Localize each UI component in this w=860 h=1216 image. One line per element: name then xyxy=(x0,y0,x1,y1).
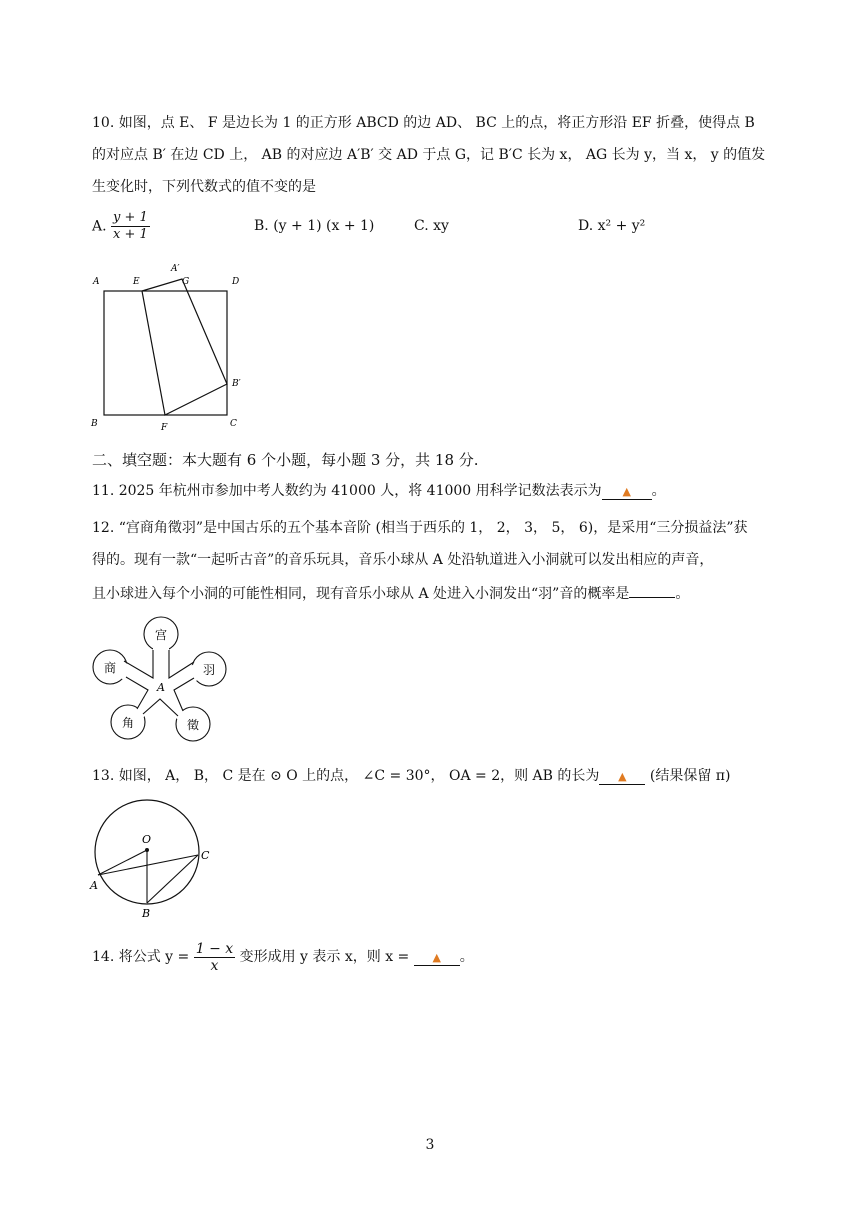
square-abcd xyxy=(104,291,227,415)
label-g: G xyxy=(182,277,190,287)
q12-figure xyxy=(88,615,248,750)
label-yu: 羽 xyxy=(202,663,216,677)
q14-fraction-denominator: x xyxy=(210,957,219,974)
q11-line xyxy=(92,481,666,501)
q12-line1: 12. “宫商角徵羽”是中国古乐的五个基本音阶 (相当于西乐的 1， 2， 3， 5， 6)，是采用“三分损益法”获 xyxy=(92,520,748,536)
label-b-prime: B′ xyxy=(232,379,241,389)
q10-figure xyxy=(85,258,255,438)
q12-answer-blank xyxy=(629,581,675,598)
label-b: B xyxy=(142,907,151,920)
q14-fraction xyxy=(194,941,235,974)
label-a: A xyxy=(93,277,100,287)
label-e: E xyxy=(133,277,140,287)
point-o xyxy=(145,848,149,852)
q11-text: 11. 2025 年杭州市参加中考人数约为 41000 人，将 41000 用科学记数法表示为 xyxy=(92,483,602,499)
label-gong: 宫 xyxy=(154,628,168,642)
section2-heading: 二、填空题：本大题有 6 个小题，每小题 3 分，共 18 分. xyxy=(92,451,479,469)
q12-line3 xyxy=(92,581,689,604)
q10-option-b: B. (y + 1) (x + 1) xyxy=(254,218,375,234)
fold-quadrilateral xyxy=(142,279,227,415)
q10-line2: 的对应点 B′ 在边 CD 上， AB 的对应边 A′B′ 交 AD 于点 G，记 B′C 长为 x， AG 长为 y，当 x， y 的值发 xyxy=(92,147,766,163)
label-a: A xyxy=(90,879,98,892)
q10-option-a xyxy=(92,210,150,243)
label-c: C xyxy=(230,419,237,429)
label-d: D xyxy=(232,277,240,287)
q10-line1: 10. 如图，点 E、 F 是边长为 1 的正方形 ABCD 的边 AD、 BC 上的点，将正方形沿 EF 折叠，使得点 B xyxy=(92,115,755,131)
label-f: F xyxy=(161,423,168,433)
q14-answer-blank xyxy=(414,949,460,966)
q14-end: 。 xyxy=(459,949,474,965)
option-a-numerator: y + 1 xyxy=(113,210,148,225)
q11-answer-blank xyxy=(602,483,652,500)
q14-blank-mark: ▲ xyxy=(432,951,441,964)
q11-end: 。 xyxy=(651,483,666,499)
label-c: C xyxy=(201,849,210,862)
q14-text: 14. 将公式 y = xyxy=(92,949,190,965)
label-center-a: A xyxy=(157,681,165,694)
q12-line3-text: 且小球进入每个小洞的可能性相同，现有音乐小球从 A 处进入小洞发出“羽”音的概率是 xyxy=(92,586,630,602)
q10-option-d: D. x² + y² xyxy=(578,218,646,234)
segment-ac xyxy=(98,855,198,875)
q13-line xyxy=(92,766,730,786)
option-a-denominator: x + 1 xyxy=(113,227,148,242)
segment-oa xyxy=(98,850,147,875)
q13-text: 13. 如图， A， B， C 是在 ⊙ O 上的点， ∠C = 30°， OA = 2，则 AB 的长为 xyxy=(92,768,600,784)
label-jue: 角 xyxy=(121,716,135,730)
q11-blank-mark: ▲ xyxy=(622,485,631,498)
option-a-fraction xyxy=(111,210,150,243)
label-shang: 商 xyxy=(103,661,117,675)
q10-option-c: C. xy xyxy=(414,218,449,234)
q10-line3: 生变化时，下列代数式的值不变的是 xyxy=(92,179,316,195)
q13-end: (结果保留 π) xyxy=(649,768,731,784)
q13-answer-blank xyxy=(599,768,645,785)
q14-line xyxy=(92,940,474,974)
label-zhi: 徵 xyxy=(186,718,200,732)
label-a-prime: A′ xyxy=(171,264,180,274)
q12-end: 。 xyxy=(675,586,690,602)
segment-bc xyxy=(147,855,198,903)
label-o: O xyxy=(142,833,152,846)
q14-fraction-numerator: 1 − x xyxy=(195,940,234,957)
q13-figure xyxy=(85,795,225,925)
q13-blank-mark: ▲ xyxy=(618,770,627,783)
q12-line2: 得的。现有一款“一起听古音”的音乐玩具，音乐小球从 A 处沿轨道进入小洞就可以发出相应的声音， xyxy=(92,552,714,568)
option-a-label: A. xyxy=(92,218,107,235)
page-number: 3 xyxy=(425,1137,435,1153)
label-b: B xyxy=(91,419,98,429)
q14-after: 变形成用 y 表示 x，则 x = xyxy=(239,949,410,965)
